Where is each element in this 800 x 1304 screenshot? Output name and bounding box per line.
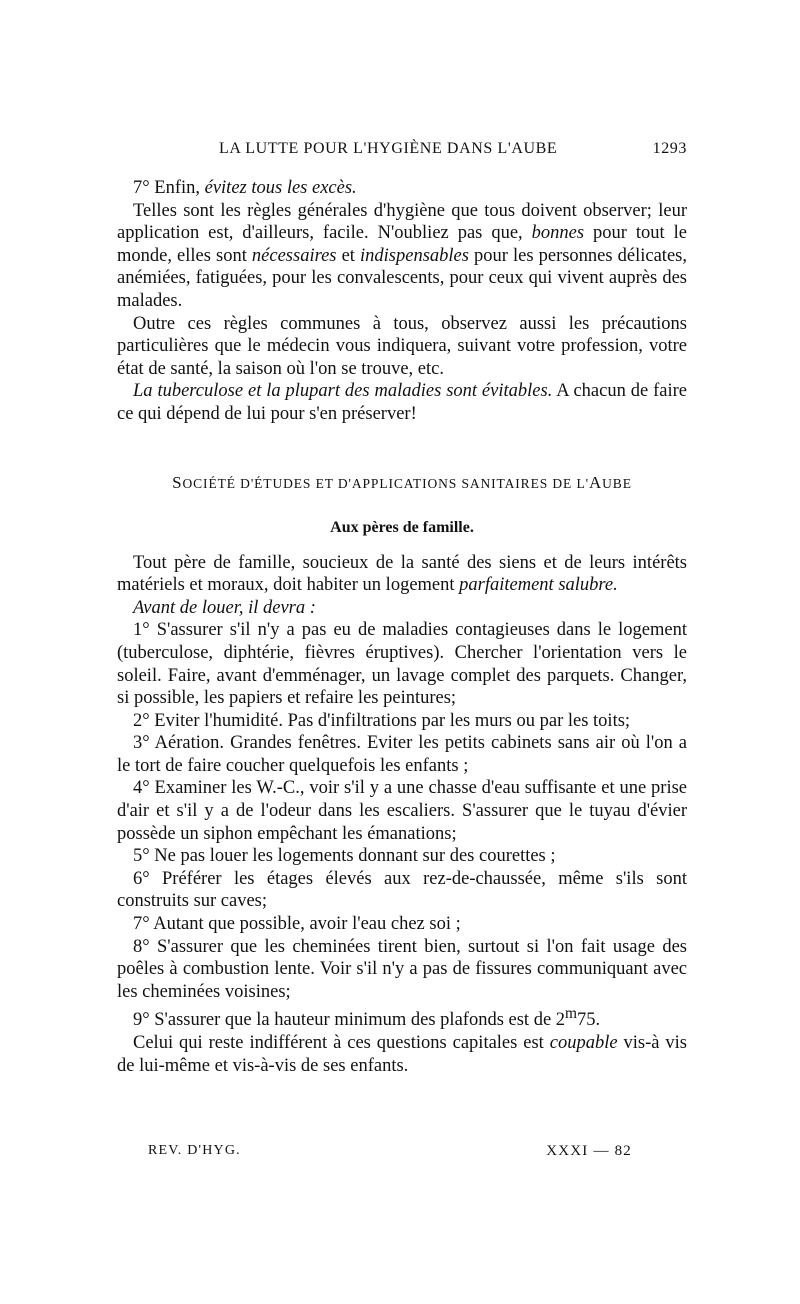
list-item-8: 8° S'assurer que les cheminées tirent bien, surtout si l'on fait usage des poêles à combustion lente. Voir s'il n'y a pas de fissures communiquant avec les cheminées voisines; bbox=[117, 936, 687, 1002]
intro-paragraph: Tout père de famille, soucieux de la santé des siens et de leurs intérêts matériels et moraux, doit habiter un logement parfaitement salubre. bbox=[117, 552, 687, 596]
closing-paragraph: Celui qui reste indifférent à ces questions capitales est coupable vis-à vis de lui-même et vis-à-vis de ses enfants. bbox=[117, 1033, 687, 1076]
running-header bbox=[117, 140, 687, 164]
tuberculosis-paragraph: La tuberculose et la plupart des maladies sont évitables. A chacun de faire ce qui dépend de lui pour s'en préserver! bbox=[117, 381, 687, 424]
list-item-9: 9° S'assurer que la hauteur minimum des plafonds est de 2$^m$75. bbox=[133, 1005, 601, 1031]
list-item-2: 2° Eviter l'humidité. Pas d'infiltrations par les murs ou par les toits; bbox=[133, 710, 631, 731]
section-subtitle: Aux pères de famille. bbox=[330, 518, 474, 536]
precautions-paragraph: Outre ces règles communes à tous, observez aussi les précautions particulières que le médecin vous indiquera, suivant votre profession, votre état de santé, la saison où l'on se trouve, etc. bbox=[117, 313, 687, 379]
journal-signature: REV. D'HYG. bbox=[148, 1143, 241, 1158]
running-title: LA LUTTE POUR L'HYGIÈNE DANS L'AUBE bbox=[219, 140, 558, 157]
volume-sheet-number: XXXI — 82 bbox=[546, 1143, 632, 1159]
page-number: 1293 bbox=[652, 140, 687, 157]
italic-text: évitez tous les excès. bbox=[204, 178, 357, 198]
society-heading: SOCIÉTÉ D'ÉTUDES ET D'APPLICATIONS SANITAIRES DE L'AUBE bbox=[172, 472, 632, 492]
page-body bbox=[117, 177, 687, 1077]
list-item-6: 6° Préférer les étages élevés aux rez-de-chaussée, même s'ils sont construits sur caves; bbox=[117, 868, 687, 912]
item-7-paragraph: 7° Enfin, évitez tous les excès. bbox=[133, 178, 357, 198]
page-footer bbox=[148, 1143, 632, 1165]
rules-paragraph: Telles sont les règles générales d'hygiène que tous doivent observer; leur application est, d'ailleurs, facile. N'oubliez pas que, bonnes pour tout le monde, elles sont nécessaires et indispensables pour les personnes délicates, anémiées, fatiguées, pour les convalescents, pour ceux qui vivent auprès des malades. bbox=[117, 200, 688, 311]
list-item-5: 5° Ne pas louer les logements donnant sur des courettes ; bbox=[133, 846, 556, 867]
before-renting-line: Avant de louer, il devra : bbox=[133, 597, 316, 618]
list-item-7: 7° Autant que possible, avoir l'eau chez soi ; bbox=[133, 914, 461, 935]
list-item-3: 3° Aération. Grandes fenêtres. Eviter les petits cabinets sans air où l'on a le tort de faire coucher quelquefois les enfants ; bbox=[117, 733, 687, 776]
list-item-4: 4° Examiner les W.-C., voir s'il y a une chasse d'eau suffisante et une prise d'air et s'il y a de l'odeur dans les escaliers. S'assurer que le tuyau d'évier possède un siphon empêchant les émanations; bbox=[117, 778, 687, 844]
list-item-1: 1° S'assurer s'il n'y a pas eu de maladies contagieuses dans le logement (tuberculose, diphtérie, fièvres éruptives). Chercher l'orientation vers le soleil. Faire, avant d'emménager, un lavage complet des parquets. Changer, si possible, les papiers et refaire les peintures; bbox=[117, 620, 687, 709]
